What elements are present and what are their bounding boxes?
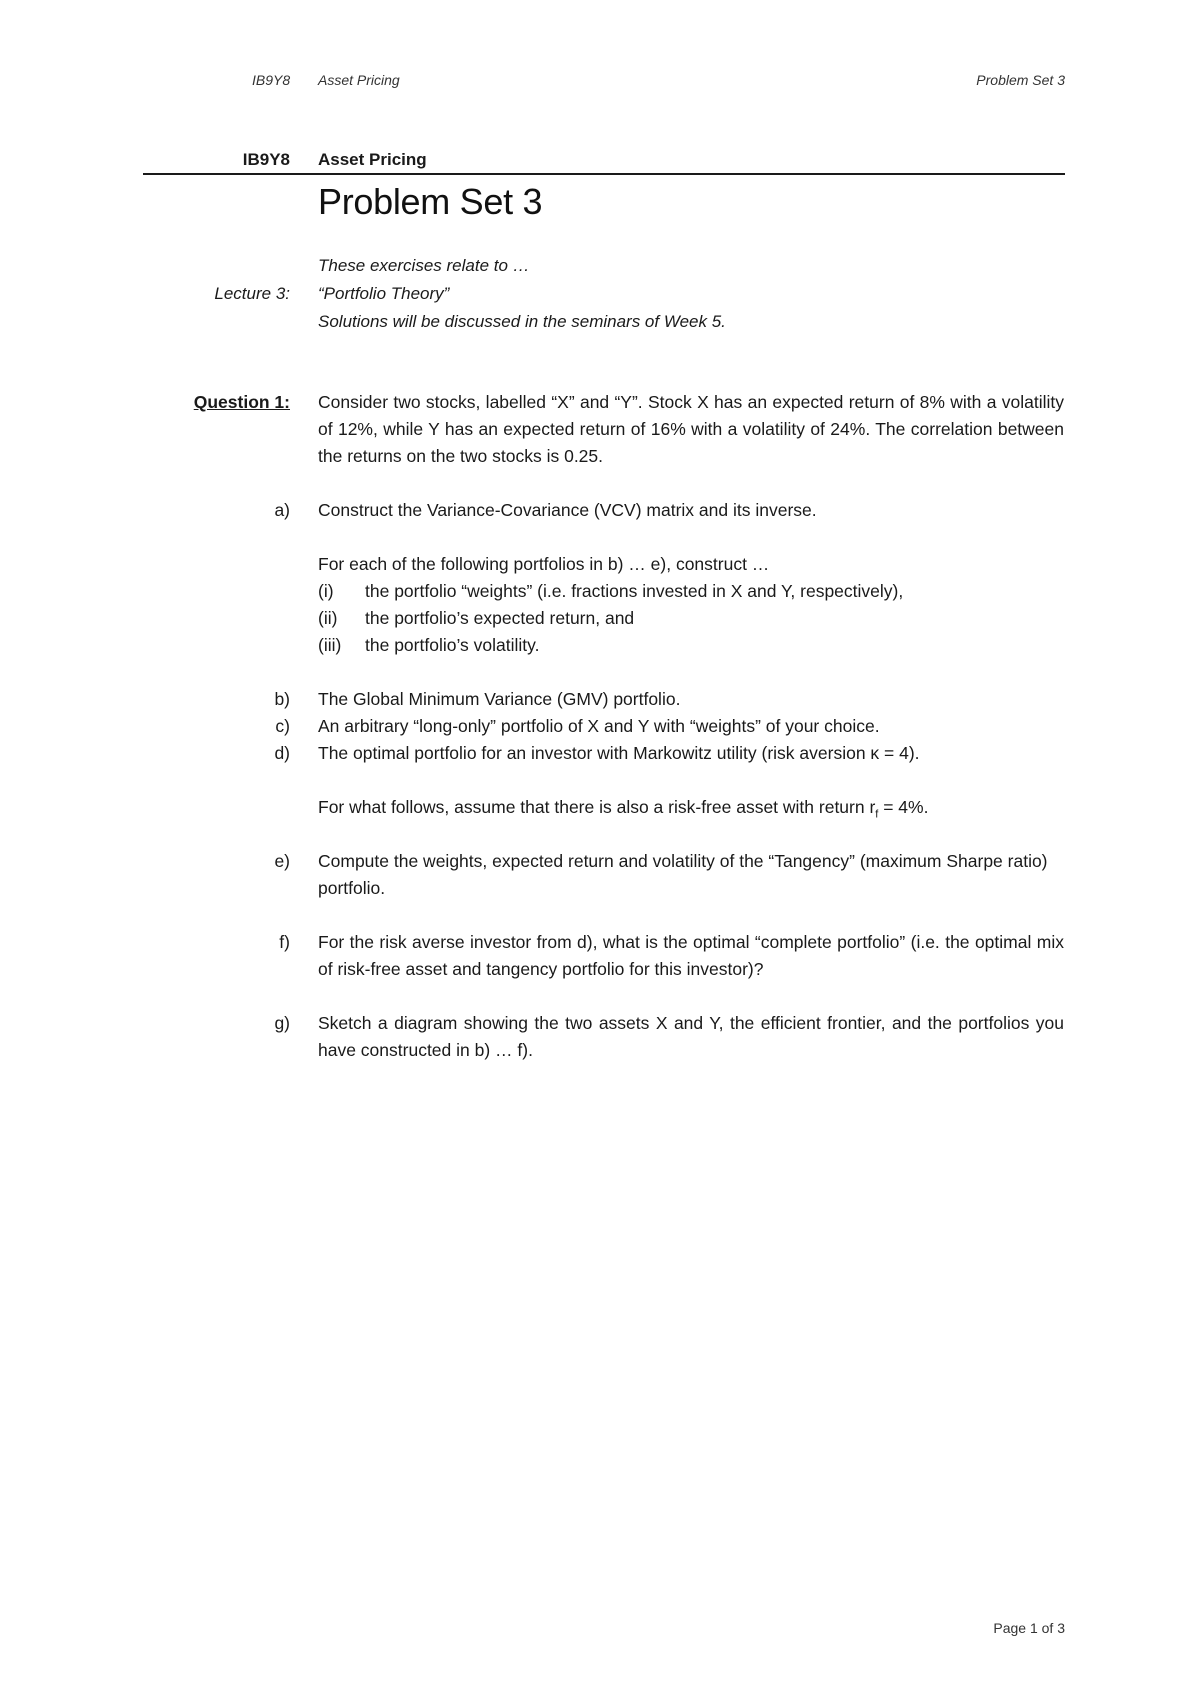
list-item-text: the portfolio’s expected return, and — [365, 608, 635, 628]
part-label: d) — [274, 743, 290, 763]
part-label: e) — [274, 851, 290, 871]
for-each-text: For each of the following portfolios in b) … e), construct … — [318, 554, 770, 574]
intro-solutions: Solutions will be discussed in the seminars of Week 5. — [318, 312, 726, 331]
intro-relates: These exercises relate to … — [318, 256, 530, 275]
part-text: Sketch a diagram showing the two assets X and Y, the efficient frontier, and the portfolios you have constructed in b) … f). — [318, 1013, 1064, 1060]
part-text: The Global Minimum Variance (GMV) portfolio. — [318, 689, 681, 709]
list-item-text: the portfolio “weights” (i.e. fractions invested in X and Y, respectively), — [365, 581, 904, 601]
list-item-number: (i) — [318, 581, 334, 601]
page-title: Problem Set 3 — [318, 181, 543, 222]
title-course-code: IB9Y8 — [242, 150, 290, 169]
part-label: c) — [275, 716, 290, 736]
page-number: Page 1 of 3 — [993, 1620, 1065, 1636]
part-label: b) — [274, 689, 290, 709]
question-label: Question 1: — [193, 392, 290, 412]
part-text: An arbitrary “long-only” portfolio of X and Y with “weights” of your choice. — [318, 716, 880, 736]
part-text: For the risk averse investor from d), what is the optimal “complete portfolio” (i.e. the optimal mix of risk-free asset and tangency portfolio for this investor)? — [318, 932, 1064, 979]
header-problem-set: Problem Set 3 — [976, 72, 1065, 88]
part-label: f) — [279, 932, 290, 952]
part-label: g) — [274, 1013, 290, 1033]
list-item-number: (ii) — [318, 608, 338, 628]
part-text: Construct the Variance-Covariance (VCV) matrix and its inverse. — [318, 500, 817, 520]
title-divider — [143, 173, 1065, 175]
list-item-number: (iii) — [318, 635, 342, 655]
header-course-code: IB9Y8 — [252, 72, 291, 88]
part-text: Compute the weights, expected return and volatility of the “Tangency” (maximum Sharpe ratio) portfolio. — [318, 851, 1048, 898]
part-label: a) — [274, 500, 290, 520]
list-item-text: the portfolio’s volatility. — [365, 635, 540, 655]
risk-free-subscript: f — [875, 808, 879, 821]
lecture-label: Lecture 3: — [214, 284, 290, 303]
header-course-name: Asset Pricing — [318, 72, 400, 88]
risk-free-text: For what follows, assume that there is also a risk-free asset with return $r_f = 4\%$. — [318, 797, 929, 821]
part-text: The optimal portfolio for an investor with Markowitz utility (risk aversion κ = 4). — [318, 743, 920, 763]
question-text: Consider two stocks, labelled “X” and “Y”. Stock X has an expected return of 8% with a volatility of 12%, while Y has an expected return of 16% with a volatility of 24%. The correlation between the returns on the two stocks is 0.25. — [318, 392, 1064, 466]
title-course-name: Asset Pricing — [318, 150, 427, 169]
running-header — [0, 72, 1200, 92]
lecture-title: “Portfolio Theory” — [318, 284, 450, 303]
